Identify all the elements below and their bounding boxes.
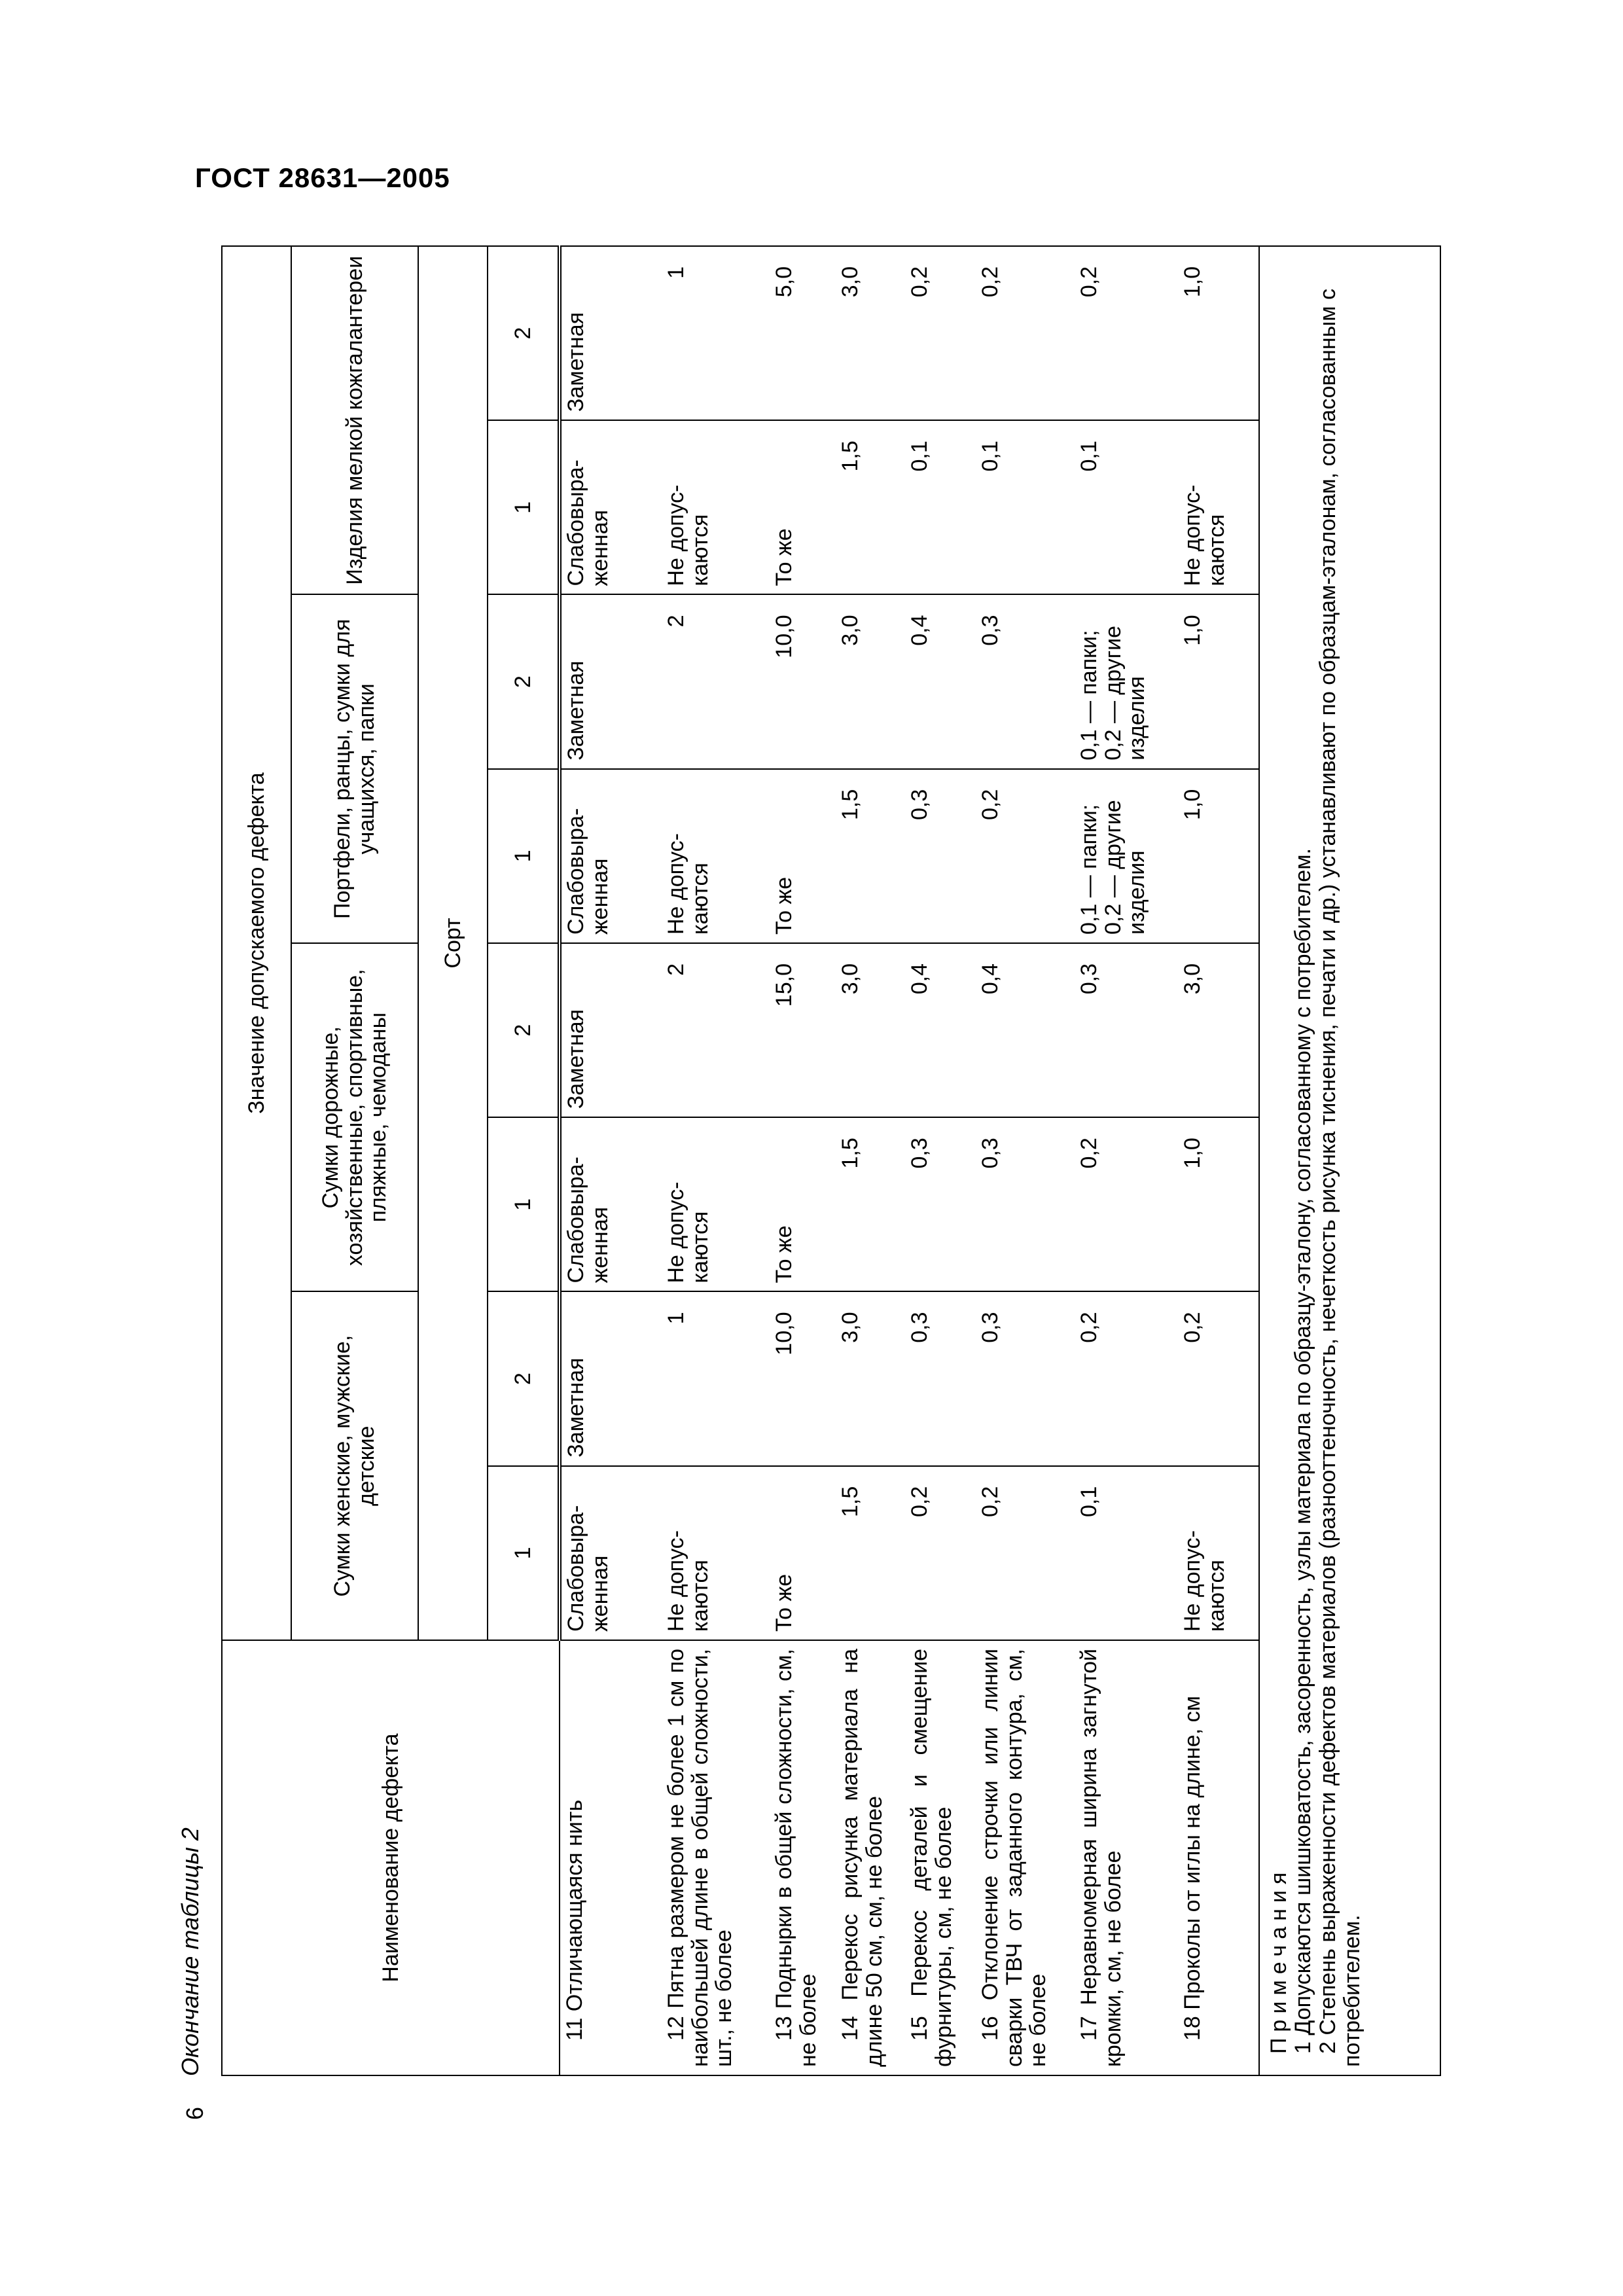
value-cell: Заметная — [560, 595, 662, 769]
defect-name: 17 Неравномерная ширина загнутой кромки, см, не более — [1075, 1640, 1178, 2075]
table-row — [662, 246, 770, 2075]
value-cell: 0,3 — [905, 1117, 976, 1291]
note-item: 2 Степень выраженности дефектов материалов (разнооттеночность, нечеткость рисунка тиснения, печати и др.) устанавливают по образцам-эталонам, согласованным с потребителем. — [1315, 289, 1365, 2067]
value-cell: Не допус- каются — [662, 420, 770, 594]
table-row — [836, 246, 905, 2075]
column-header-value: Значение допускаемого дефекта — [222, 246, 291, 1640]
value-cell: 3,0 — [836, 595, 905, 769]
defect-name: 16 Отклонение строчки или линии сварки ТВЧ от заданного контура, см, не более — [976, 1640, 1075, 2075]
value-cell: Слабовыра- женная — [560, 1117, 662, 1291]
table-row — [1178, 246, 1259, 2075]
value-cell: Заметная — [560, 246, 662, 420]
value-cell: 3,0 — [1178, 943, 1259, 1117]
value-cell: 0,2 — [905, 1466, 976, 1640]
defect-name: 14 Перекос рисунка материала на длине 50 см, см, не более — [836, 1640, 905, 2075]
value-cell: 1 — [662, 1292, 770, 1466]
grade-cell: 1 — [488, 420, 560, 594]
value-cell: 0,4 — [905, 595, 976, 769]
defect-name: 15 Перекос деталей и смещение фурнитуры, см, не более — [905, 1640, 976, 2075]
value-cell: 0,3 — [1075, 943, 1178, 1117]
value-cell: 0,2 — [1075, 1292, 1178, 1466]
defect-name: 18 Проколы от иглы на длине, см — [1178, 1640, 1259, 2075]
value-cell: То же — [770, 420, 836, 594]
value-cell: 10,0 — [770, 595, 836, 769]
value-cell: Заметная — [560, 943, 662, 1117]
value-cell: 0,2 — [905, 246, 976, 420]
grade-cell: 1 — [488, 1466, 560, 1640]
value-cell: Не допус- каются — [662, 1117, 770, 1291]
value-cell: 10,0 — [770, 1292, 836, 1466]
value-cell: 1,5 — [836, 1466, 905, 1640]
grade-cell: 2 — [488, 1292, 560, 1466]
value-cell: 0,4 — [905, 943, 976, 1117]
table-row — [560, 246, 662, 2075]
value-cell: 0,1 — [905, 420, 976, 594]
value-cell: 3,0 — [836, 246, 905, 420]
value-cell: То же — [770, 1117, 836, 1291]
group-header: Сумки женские, мужские, детские — [291, 1292, 418, 1641]
value-cell: Не допус- каются — [1178, 1466, 1259, 1640]
value-cell: 1,0 — [1178, 595, 1259, 769]
table-caption: Окончание таблицы 2 — [177, 1827, 204, 2076]
value-cell: Слабовыра- женная — [560, 420, 662, 594]
value-cell: То же — [770, 1466, 836, 1640]
value-cell: 3,0 — [836, 1292, 905, 1466]
value-cell: 0,3 — [905, 1292, 976, 1466]
value-cell: 2 — [662, 595, 770, 769]
table-row — [1075, 246, 1178, 2075]
table-row — [770, 246, 836, 2075]
value-cell: 0,2 — [976, 246, 1075, 420]
value-cell: 0,1 — папки; 0,2 — другие изделия — [1075, 769, 1178, 943]
value-cell: 0,2 — [1075, 246, 1178, 420]
notes-title: Примечания — [1266, 1866, 1291, 2054]
value-cell: 0,2 — [976, 1466, 1075, 1640]
group-header: Изделия мелкой кожгалантереи — [291, 246, 418, 595]
value-cell: Заметная — [560, 1292, 662, 1466]
value-cell: Не допус- каются — [1178, 420, 1259, 594]
document-id: ГОСТ 28631—2005 — [195, 162, 450, 193]
value-cell: 5,0 — [770, 246, 836, 420]
value-cell: 1,0 — [1178, 769, 1259, 943]
value-cell: 1,0 — [1178, 246, 1259, 420]
value-cell: 0,1 — [1075, 1466, 1178, 1640]
value-cell: 1,5 — [836, 420, 905, 594]
defect-name: 12 Пятна размером не более 1 см по наибольшей длине в общей сложности, шт., не более — [662, 1640, 770, 2075]
value-cell: 1,5 — [836, 769, 905, 943]
value-cell: 0,1 — [976, 420, 1075, 594]
value-cell: 1,5 — [836, 1117, 905, 1291]
value-cell: 0,2 — [1075, 1117, 1178, 1291]
group-header: Портфели, ранцы, сумки для учащихся, папки — [291, 595, 418, 944]
grade-header: Сорт — [418, 246, 488, 1640]
value-cell: 0,3 — [976, 1117, 1075, 1291]
value-cell: 0,3 — [905, 769, 976, 943]
value-cell: 15,0 — [770, 943, 836, 1117]
table-row — [905, 246, 976, 2075]
note-item: 1 Допускаются шишковатость, засоренность, узлы материала по образцу-эталону, согласованному с потребителем. — [1291, 848, 1316, 2054]
value-cell: Не допус- каются — [662, 769, 770, 943]
value-cell: 0,1 — папки; 0,2 — другие изделия — [1075, 595, 1178, 769]
notes — [1258, 245, 1441, 2076]
grade-cell: 2 — [488, 595, 560, 769]
value-cell: Не допус- каются — [662, 1466, 770, 1640]
group-header: Сумки дорожные, хозяйственные, спортивные, пляжные, чемоданы — [291, 943, 418, 1292]
value-cell: 0,3 — [976, 1292, 1075, 1466]
page-number: 6 — [181, 2106, 209, 2121]
defect-name: 11 Отличающаяся нить — [560, 1640, 662, 2075]
value-cell: 0,3 — [976, 595, 1075, 769]
value-cell: Слабовыра- женная — [560, 1466, 662, 1640]
value-cell: 3,0 — [836, 943, 905, 1117]
value-cell: Слабовыра- женная — [560, 769, 662, 943]
value-cell: 1,0 — [1178, 1117, 1259, 1291]
value-cell: 0,2 — [976, 769, 1075, 943]
value-cell: 1 — [662, 246, 770, 420]
grade-cell: 2 — [488, 943, 560, 1117]
rotated-table-block — [177, 243, 1453, 2076]
value-cell: 0,2 — [1178, 1292, 1259, 1466]
grade-cell: 2 — [488, 246, 560, 420]
defects-table — [221, 245, 1260, 2076]
value-cell: То же — [770, 769, 836, 943]
column-header-defect-name: Наименование дефекта — [222, 1640, 560, 2075]
value-cell: 0,1 — [1075, 420, 1178, 594]
defect-name: 13 Поднырки в общей сложности, см, не более — [770, 1640, 836, 2075]
value-cell: 2 — [662, 943, 770, 1117]
value-cell: 0,4 — [976, 943, 1075, 1117]
grade-cell: 1 — [488, 769, 560, 943]
table-row — [976, 246, 1075, 2075]
grade-cell: 1 — [488, 1117, 560, 1291]
